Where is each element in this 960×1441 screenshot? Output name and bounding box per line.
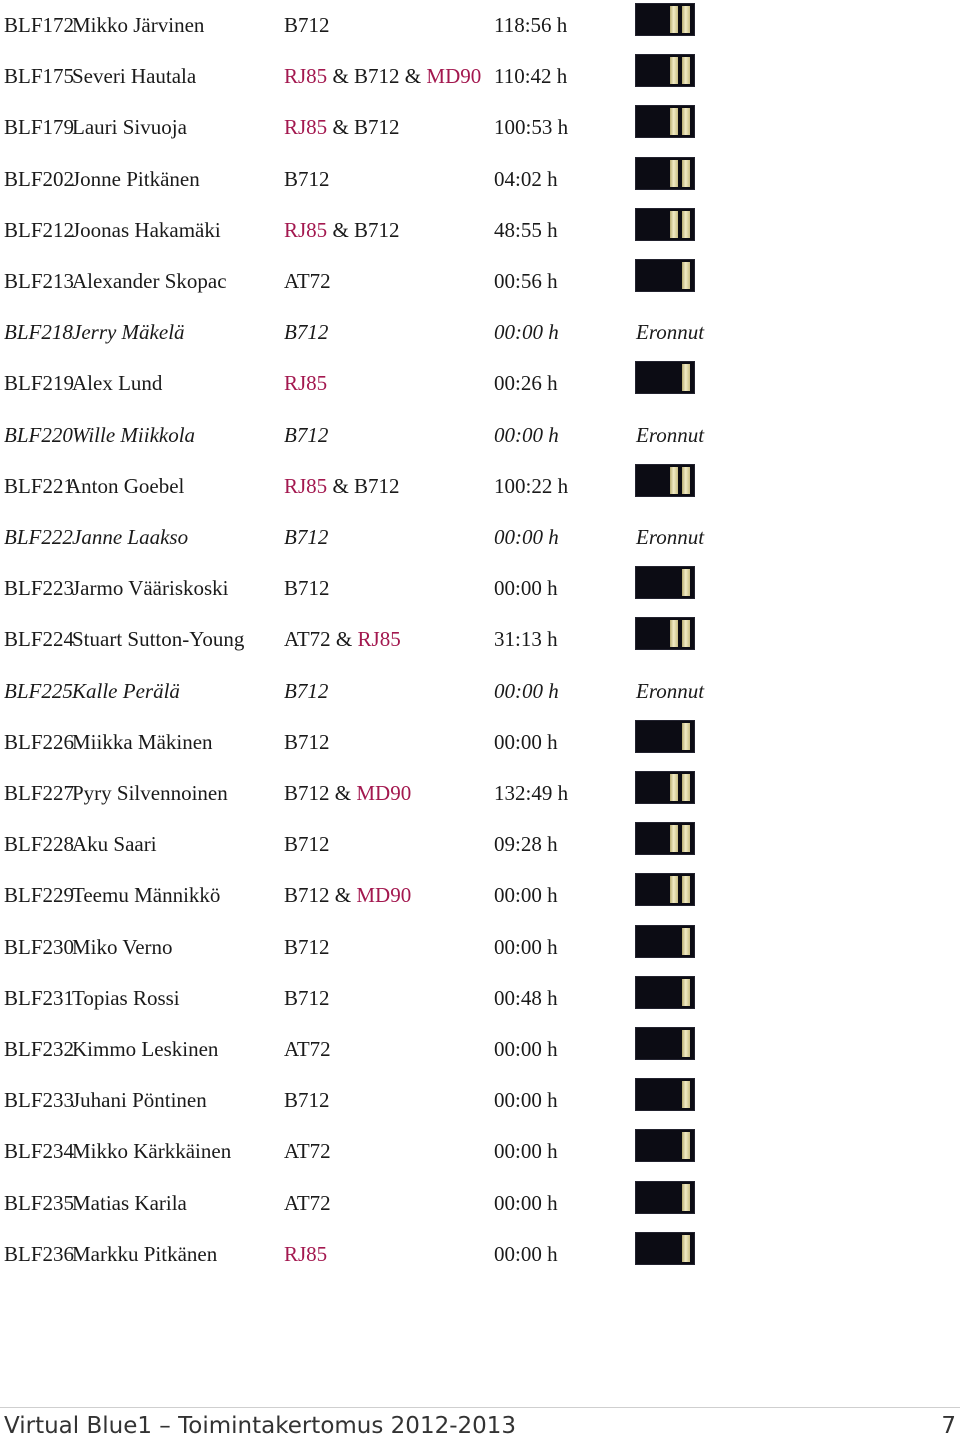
pilot-fleet [284, 973, 330, 1024]
flight-hours: 00:00 h [494, 883, 558, 908]
aircraft-type: B712 [354, 473, 400, 498]
pilot-callsign: BLF213 [4, 269, 75, 293]
aircraft-type: B712 [284, 422, 329, 447]
pilot-name: Wille Miikkola [72, 422, 196, 447]
pilot-callsign: BLF219 [4, 371, 75, 396]
flight-hours: 00:00 h [494, 1088, 558, 1113]
pilot-row [0, 461, 960, 512]
pilot-callsign: BLF172 [4, 13, 75, 37]
fleet-separator: & [334, 883, 352, 908]
rank-stripe [682, 1030, 690, 1057]
rank-stripe [682, 160, 690, 187]
rank-stripe [682, 979, 690, 1006]
aircraft-type: RJ85 [284, 115, 328, 140]
pilot-status: Eronnut [636, 525, 705, 549]
aircraft-type: RJ85 [284, 371, 328, 396]
flight-hours: 132:49 h [494, 781, 569, 805]
rank-stripe [682, 57, 690, 84]
pilot-callsign: BLF231 [4, 985, 75, 1010]
pilot-callsign: BLF225 [4, 678, 73, 703]
fleet-separator: & [332, 217, 349, 242]
rank-stripe [670, 160, 678, 187]
rank-epaulette-icon [635, 873, 695, 906]
pilot-fleet [284, 410, 328, 461]
rank-stripe [682, 467, 690, 494]
aircraft-type: RJ85 [284, 473, 328, 498]
flight-hours: 118:56 h [494, 13, 568, 37]
pilot-row [0, 102, 960, 153]
aircraft-type: B712 [284, 576, 330, 601]
flight-hours: 00:56 h [494, 269, 558, 293]
flight-hours: 00:00 h [494, 422, 559, 447]
pilot-row [0, 410, 960, 461]
rank-epaulette-icon [635, 105, 695, 138]
pilot-name: Teemu Männikkö [72, 883, 221, 908]
pilot-fleet [284, 1229, 327, 1280]
pilot-callsign: BLF230 [4, 934, 75, 959]
aircraft-type: B712 [284, 320, 329, 345]
rank-stripe [670, 467, 678, 494]
pilot-row [0, 768, 960, 819]
rank-epaulette-icon [635, 976, 695, 1009]
pilot-fleet [284, 1024, 331, 1075]
pilot-fleet [284, 307, 328, 358]
rank-epaulette-icon [635, 3, 695, 36]
rank-stripe [682, 211, 690, 238]
pilot-fleet [284, 1075, 330, 1126]
pilot-fleet [284, 358, 327, 409]
pilot-fleet [284, 819, 330, 870]
fleet-separator: & [332, 115, 349, 140]
rank-stripe [670, 211, 678, 238]
rank-epaulette-icon [635, 1129, 695, 1162]
flight-hours: 00:00 h [494, 576, 558, 601]
pilot-fleet [284, 1126, 331, 1177]
fleet-separator: & [332, 473, 349, 498]
aircraft-type: B712 [284, 525, 329, 549]
aircraft-type: B712 [284, 166, 330, 191]
rank-stripe [682, 569, 690, 596]
pilot-name: Mikko Järvinen [72, 13, 205, 37]
aircraft-type: AT72 [284, 1139, 331, 1164]
pilot-fleet [284, 717, 330, 768]
rank-stripe [682, 876, 690, 903]
fleet-separator: & [335, 627, 353, 652]
flight-hours: 00:00 h [494, 678, 559, 703]
flight-hours: 48:55 h [494, 217, 558, 242]
page-footer [0, 1407, 960, 1441]
rank-epaulette-icon [635, 771, 695, 804]
aircraft-type: RJ85 [284, 64, 328, 89]
aircraft-type: RJ85 [284, 217, 328, 242]
pilot-name: Joonas Hakamäki [72, 217, 221, 242]
rank-stripe [670, 876, 678, 903]
pilot-name: Lauri Sivuoja [72, 115, 187, 140]
pilot-fleet [284, 154, 330, 205]
rank-stripe [670, 57, 678, 84]
rank-stripe [682, 364, 690, 391]
rank-stripe [682, 1184, 690, 1211]
rank-stripe [682, 1081, 690, 1108]
pilot-row [0, 154, 960, 205]
rank-stripe [670, 108, 678, 135]
rank-epaulette-icon [635, 259, 695, 292]
pilot-name: Juhani Pöntinen [72, 1088, 207, 1113]
pilot-status: Eronnut [636, 678, 705, 703]
aircraft-type: MD90 [356, 781, 412, 805]
pilot-name: Kimmo Leskinen [72, 1037, 219, 1061]
rank-epaulette-icon [635, 617, 695, 650]
flight-hours: 00:00 h [494, 525, 559, 549]
pilot-row [0, 1075, 960, 1126]
pilot-name: Topias Rossi [72, 985, 180, 1010]
rank-epaulette-icon [635, 1181, 695, 1214]
flight-hours: 00:00 h [494, 729, 558, 754]
rank-epaulette-icon [635, 54, 695, 87]
pilot-name: Jarmo Vääriskoski [72, 576, 229, 601]
rank-epaulette-icon [635, 1232, 695, 1265]
rank-epaulette-icon [635, 925, 695, 958]
pilot-name: Kalle Perälä [72, 678, 180, 703]
pilot-row [0, 0, 960, 51]
rank-stripe [682, 928, 690, 955]
flight-hours: 00:00 h [494, 934, 558, 959]
flight-hours: 00:00 h [494, 1190, 558, 1215]
aircraft-type: B712 [284, 1088, 330, 1113]
rank-stripe [682, 1235, 690, 1262]
aircraft-type: B712 [284, 934, 330, 959]
rank-epaulette-icon [635, 157, 695, 190]
rank-epaulette-icon [635, 464, 695, 497]
pilot-callsign: BLF221 [4, 473, 75, 498]
aircraft-type: AT72 [284, 1190, 331, 1215]
aircraft-type: AT72 [284, 1037, 331, 1061]
aircraft-type: MD90 [356, 883, 412, 908]
aircraft-type: B712 [284, 678, 329, 703]
pilot-row [0, 973, 960, 1024]
pilot-callsign: BLF202 [4, 166, 75, 191]
pilot-callsign: BLF222 [4, 525, 73, 549]
pilot-row [0, 358, 960, 409]
aircraft-type: B712 [284, 13, 330, 37]
rank-stripe [682, 774, 690, 801]
pilot-row [0, 666, 960, 717]
pilot-callsign: BLF179 [4, 115, 75, 140]
pilot-callsign: BLF226 [4, 729, 75, 754]
pilot-fleet [284, 666, 328, 717]
aircraft-type: AT72 [284, 269, 331, 293]
flight-hours: 100:53 h [494, 115, 569, 140]
flight-hours: 31:13 h [494, 627, 558, 652]
pilot-name: Markku Pitkänen [72, 1241, 218, 1266]
pilot-name: Janne Laakso [72, 525, 189, 549]
fleet-separator: & [332, 64, 349, 89]
pilot-callsign: BLF229 [4, 883, 75, 908]
rank-stripe [682, 620, 690, 647]
pilot-name: Matias Karila [72, 1190, 187, 1215]
flight-hours: 00:00 h [494, 1139, 558, 1164]
pilot-name: Severi Hautala [72, 64, 197, 89]
pilot-row [0, 563, 960, 614]
pilot-name: Jonne Pitkänen [72, 166, 200, 191]
pilot-name: Miikka Mäkinen [72, 729, 213, 754]
pilot-callsign: BLF227 [4, 781, 75, 805]
pilot-fleet [284, 461, 400, 512]
rank-stripe [682, 723, 690, 750]
flight-hours: 00:26 h [494, 371, 558, 396]
aircraft-type: B712 [284, 832, 330, 857]
flight-hours: 00:48 h [494, 985, 558, 1010]
aircraft-type: MD90 [426, 64, 482, 89]
rank-epaulette-icon [635, 822, 695, 855]
pilot-row [0, 717, 960, 768]
page-number: 7 [941, 1413, 956, 1439]
pilot-name: Stuart Sutton-Young [72, 627, 245, 652]
pilot-row [0, 307, 960, 358]
pilot-status: Eronnut [636, 422, 705, 447]
pilot-callsign: BLF218 [4, 320, 73, 345]
pilot-row [0, 205, 960, 256]
pilot-fleet [284, 1178, 331, 1229]
pilot-row [0, 1178, 960, 1229]
pilot-name: Alexander Skopac [72, 269, 227, 293]
rank-stripe [682, 6, 690, 33]
rank-epaulette-icon [635, 720, 695, 753]
rank-stripe [682, 108, 690, 135]
pilot-row [0, 51, 960, 102]
aircraft-type: B712 [354, 217, 400, 242]
rank-stripe [670, 6, 678, 33]
pilot-row [0, 512, 960, 563]
pilot-fleet [284, 51, 481, 102]
pilot-callsign: BLF236 [4, 1241, 75, 1266]
flight-hours: 00:00 h [494, 1037, 558, 1061]
aircraft-type: RJ85 [284, 1241, 328, 1266]
pilot-fleet [284, 205, 400, 256]
pilot-callsign: BLF223 [4, 576, 75, 601]
pilot-name: Pyry Silvennoinen [72, 781, 228, 805]
pilot-fleet [284, 256, 331, 307]
pilot-callsign: BLF212 [4, 217, 75, 242]
aircraft-type: B712 [354, 115, 400, 140]
aircraft-type: B712 [284, 729, 330, 754]
aircraft-type: AT72 [284, 627, 331, 652]
flight-hours: 110:42 h [494, 64, 568, 89]
pilot-callsign: BLF234 [4, 1139, 75, 1164]
pilot-name: Alex Lund [72, 371, 163, 396]
pilot-name: Mikko Kärkkäinen [72, 1139, 232, 1164]
flight-hours: 09:28 h [494, 832, 558, 857]
aircraft-type: B712 [284, 781, 330, 805]
pilot-fleet [284, 512, 328, 563]
pilot-callsign: BLF232 [4, 1037, 75, 1061]
pilot-fleet [284, 922, 330, 973]
pilot-callsign: BLF228 [4, 832, 75, 857]
pilot-status: Eronnut [636, 320, 705, 345]
pilot-fleet [284, 102, 400, 153]
flight-hours: 04:02 h [494, 166, 558, 191]
pilot-callsign: BLF175 [4, 64, 75, 89]
pilot-callsign: BLF220 [4, 422, 73, 447]
pilot-fleet [284, 768, 411, 819]
rank-stripe [670, 825, 678, 852]
pilot-fleet [284, 0, 330, 51]
rank-stripe [682, 262, 690, 289]
pilot-row [0, 1126, 960, 1177]
aircraft-type: B712 [284, 883, 330, 908]
pilot-row [0, 614, 960, 665]
pilot-callsign: BLF224 [4, 627, 75, 652]
pilot-row [0, 819, 960, 870]
rank-epaulette-icon [635, 566, 695, 599]
rank-epaulette-icon [635, 1078, 695, 1111]
flight-hours: 00:00 h [494, 320, 559, 345]
aircraft-type: RJ85 [357, 627, 401, 652]
pilot-callsign: BLF233 [4, 1088, 75, 1113]
pilot-name: Jerry Mäkelä [72, 320, 185, 345]
rank-epaulette-icon [635, 208, 695, 241]
rank-epaulette-icon [635, 1027, 695, 1060]
pilot-fleet [284, 563, 330, 614]
pilot-callsign: BLF235 [4, 1190, 75, 1215]
pilot-row [0, 256, 960, 307]
pilot-name: Anton Goebel [66, 473, 185, 498]
pilot-row [0, 922, 960, 973]
aircraft-type: B712 [284, 985, 330, 1010]
flight-hours: 100:22 h [494, 473, 569, 498]
fleet-separator: & [404, 64, 422, 89]
rank-stripe [682, 1132, 690, 1159]
pilot-row [0, 870, 960, 921]
pilot-name: Aku Saari [72, 832, 157, 857]
pilot-name: Miko Verno [72, 934, 173, 959]
rank-stripe [682, 825, 690, 852]
aircraft-type: B712 [354, 64, 400, 89]
pilot-fleet [284, 870, 411, 921]
rank-epaulette-icon [635, 361, 695, 394]
flight-hours: 00:00 h [494, 1241, 558, 1266]
pilot-fleet [284, 614, 401, 665]
fleet-separator: & [334, 781, 352, 805]
document-title: Virtual Blue1 – Toimintakertomus 2012-2013 [4, 1413, 517, 1439]
rank-stripe [670, 620, 678, 647]
pilot-row [0, 1024, 960, 1075]
pilot-row [0, 1229, 960, 1280]
rank-stripe [670, 774, 678, 801]
